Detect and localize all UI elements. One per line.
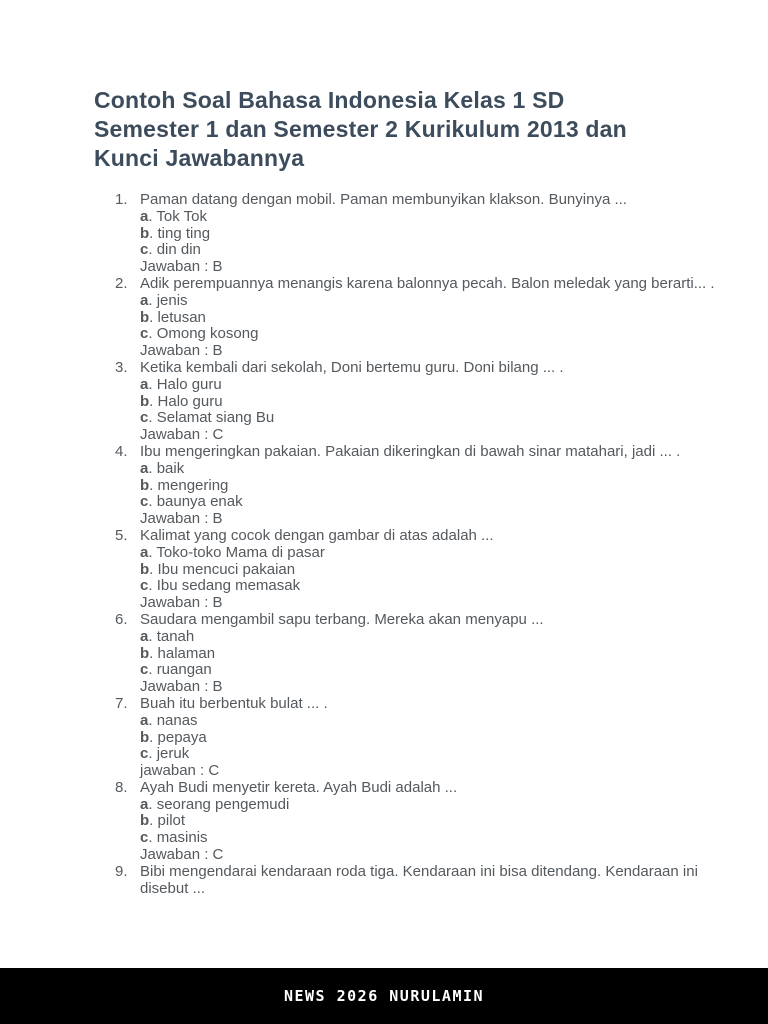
option-separator: . xyxy=(148,829,157,847)
option-letter: a xyxy=(140,795,149,813)
option-text: jeruk xyxy=(156,745,190,763)
question-number: 4. xyxy=(115,442,128,460)
option-letter: b xyxy=(140,560,150,578)
question-number: 8. xyxy=(115,778,128,796)
question-body xyxy=(140,780,715,864)
answer-key: Jawaban : B xyxy=(140,678,223,696)
answer-key: Jawaban : B xyxy=(140,342,223,360)
option-text: Tok Tok xyxy=(156,207,208,225)
question-number: 5. xyxy=(115,526,128,544)
option-separator: . xyxy=(149,476,158,494)
question-item xyxy=(115,360,720,444)
option-letter: c xyxy=(140,661,149,679)
option-letter: a xyxy=(140,207,149,225)
page-title: Contoh Soal Bahasa Indonesia Kelas 1 SD Semester 1 dan Semester 2 Kurikulum 2013 dan Kunci Jawabannya xyxy=(94,87,627,171)
option-separator: . xyxy=(148,795,157,813)
option-letter: a xyxy=(140,375,149,393)
footer-watermark-bar xyxy=(0,968,768,1024)
option-text: pilot xyxy=(157,812,186,830)
option-text: Halo guru xyxy=(157,392,223,410)
answer-option xyxy=(140,713,715,730)
option-text: Ibu mencuci pakaian xyxy=(157,560,296,578)
question-text: Ibu mengeringkan pakaian. Pakaian dikeringkan di bawah sinar matahari, jadi ... . xyxy=(140,442,681,460)
option-text: mengering xyxy=(157,476,229,494)
question-text: Saudara mengambil sapu terbang. Mereka akan menyapu ... xyxy=(140,610,544,628)
option-letter: b xyxy=(140,392,150,410)
option-letter: c xyxy=(140,829,149,847)
option-separator: . xyxy=(148,375,157,393)
option-separator: . xyxy=(148,711,157,729)
answer-key: Jawaban : B xyxy=(140,510,223,528)
question-number: 2. xyxy=(115,274,128,292)
option-separator: . xyxy=(149,224,158,242)
option-separator: . xyxy=(148,627,157,645)
answer-option xyxy=(140,830,715,847)
option-letter: b xyxy=(140,308,150,326)
answer-option xyxy=(140,226,715,243)
question-number: 7. xyxy=(115,694,128,712)
answer-option xyxy=(140,326,715,343)
option-separator: . xyxy=(149,728,158,746)
question-text: Ketika kembali dari sekolah, Doni bertemu guru. Doni bilang ... . xyxy=(140,358,564,376)
question-item xyxy=(115,192,720,276)
question-body xyxy=(140,528,715,612)
option-letter: b xyxy=(140,224,150,242)
question-number: 9. xyxy=(115,862,128,880)
option-letter: c xyxy=(140,241,149,259)
answer-option xyxy=(140,377,715,394)
option-text: masinis xyxy=(156,829,208,847)
question-item xyxy=(115,276,720,360)
answer-option xyxy=(140,461,715,478)
answer-option xyxy=(140,242,715,259)
option-separator: . xyxy=(149,812,158,830)
answer-option xyxy=(140,293,715,310)
answer-option xyxy=(140,646,715,663)
option-text: halaman xyxy=(157,644,216,662)
option-separator: . xyxy=(148,409,157,427)
option-letter: a xyxy=(140,459,149,477)
option-text: ruangan xyxy=(156,661,212,679)
option-separator: . xyxy=(148,493,157,511)
option-separator: . xyxy=(148,543,157,561)
answer-option xyxy=(140,797,715,814)
answer-option xyxy=(140,209,715,226)
option-letter: c xyxy=(140,325,149,343)
question-body xyxy=(140,192,715,276)
answer-option xyxy=(140,478,715,495)
answer-key: jawaban : C xyxy=(140,762,220,780)
question-item xyxy=(115,612,720,696)
question-text: Paman datang dengan mobil. Paman membunyikan klakson. Bunyinya ... xyxy=(140,191,627,208)
answer-option xyxy=(140,629,715,646)
question-list xyxy=(115,192,720,897)
option-letter: a xyxy=(140,543,149,561)
option-text: Omong kosong xyxy=(156,325,259,343)
option-letter: c xyxy=(140,409,149,427)
answer-key: Jawaban : B xyxy=(140,258,223,276)
answer-option xyxy=(140,562,715,579)
question-item xyxy=(115,864,720,898)
option-separator: . xyxy=(148,207,157,225)
question-number: 1. xyxy=(115,191,128,208)
option-separator: . xyxy=(149,560,158,578)
question-item xyxy=(115,780,720,864)
question-item xyxy=(115,528,720,612)
option-letter: b xyxy=(140,728,150,746)
option-separator: . xyxy=(148,661,157,679)
option-separator: . xyxy=(148,291,157,309)
option-letter: a xyxy=(140,291,149,309)
question-number: 6. xyxy=(115,610,128,628)
option-separator: . xyxy=(148,325,157,343)
question-text: Buah itu berbentuk bulat ... . xyxy=(140,694,328,712)
option-separator: . xyxy=(149,308,158,326)
option-letter: c xyxy=(140,745,149,763)
question-body xyxy=(140,276,715,360)
option-text: tanah xyxy=(156,627,195,645)
option-text: ting ting xyxy=(157,224,211,242)
answer-key: Jawaban : B xyxy=(140,594,223,612)
option-text: Toko-toko Mama di pasar xyxy=(156,543,325,561)
question-body xyxy=(140,444,715,528)
question-body xyxy=(140,696,715,780)
question-text: Ayah Budi menyetir kereta. Ayah Budi adalah ... xyxy=(140,778,458,796)
answer-key: Jawaban : C xyxy=(140,846,224,864)
answer-option xyxy=(140,813,715,830)
answer-key: Jawaban : C xyxy=(140,426,224,444)
option-separator: . xyxy=(148,241,157,259)
question-number: 3. xyxy=(115,358,128,376)
question-body xyxy=(140,360,715,444)
option-text: pepaya xyxy=(157,728,207,746)
option-letter: b xyxy=(140,476,150,494)
option-letter: b xyxy=(140,812,150,830)
option-text: seorang pengemudi xyxy=(156,795,290,813)
option-text: din din xyxy=(156,241,201,259)
option-letter: c xyxy=(140,493,149,511)
option-separator: . xyxy=(149,644,158,662)
answer-option xyxy=(140,545,715,562)
question-item xyxy=(115,696,720,780)
option-text: baunya enak xyxy=(156,493,243,511)
option-text: nanas xyxy=(156,711,198,729)
option-letter: b xyxy=(140,644,150,662)
option-letter: a xyxy=(140,627,149,645)
question-text: Kalimat yang cocok dengan gambar di atas adalah ... xyxy=(140,526,494,544)
answer-option xyxy=(140,310,715,327)
option-separator: . xyxy=(148,577,157,595)
question-text: Adik perempuannya menangis karena balonnya pecah. Balon meledak yang berarti... . xyxy=(140,274,715,292)
question-item xyxy=(115,444,720,528)
answer-option xyxy=(140,662,715,679)
question-body xyxy=(140,612,715,696)
option-text: Selamat siang Bu xyxy=(156,409,275,427)
option-text: letusan xyxy=(157,308,206,326)
footer-watermark-text: NEWS 2026 NURULAMIN xyxy=(283,987,485,1005)
answer-option xyxy=(140,494,715,511)
answer-option xyxy=(140,730,715,747)
answer-option xyxy=(140,746,715,763)
option-separator: . xyxy=(149,392,158,410)
option-text: jenis xyxy=(156,291,188,309)
answer-option xyxy=(140,410,715,427)
answer-option xyxy=(140,394,715,411)
option-separator: . xyxy=(148,459,157,477)
option-text: Ibu sedang memasak xyxy=(156,577,301,595)
answer-option xyxy=(140,578,715,595)
option-separator: . xyxy=(148,745,157,763)
option-text: baik xyxy=(156,459,185,477)
option-text: Halo guru xyxy=(156,375,222,393)
question-body xyxy=(140,864,715,898)
option-letter: a xyxy=(140,711,149,729)
option-letter: c xyxy=(140,577,149,595)
question-text: Bibi mengendarai kendaraan roda tiga. Kendaraan ini bisa ditendang. Kendaraan ini disebut ... xyxy=(140,862,698,897)
